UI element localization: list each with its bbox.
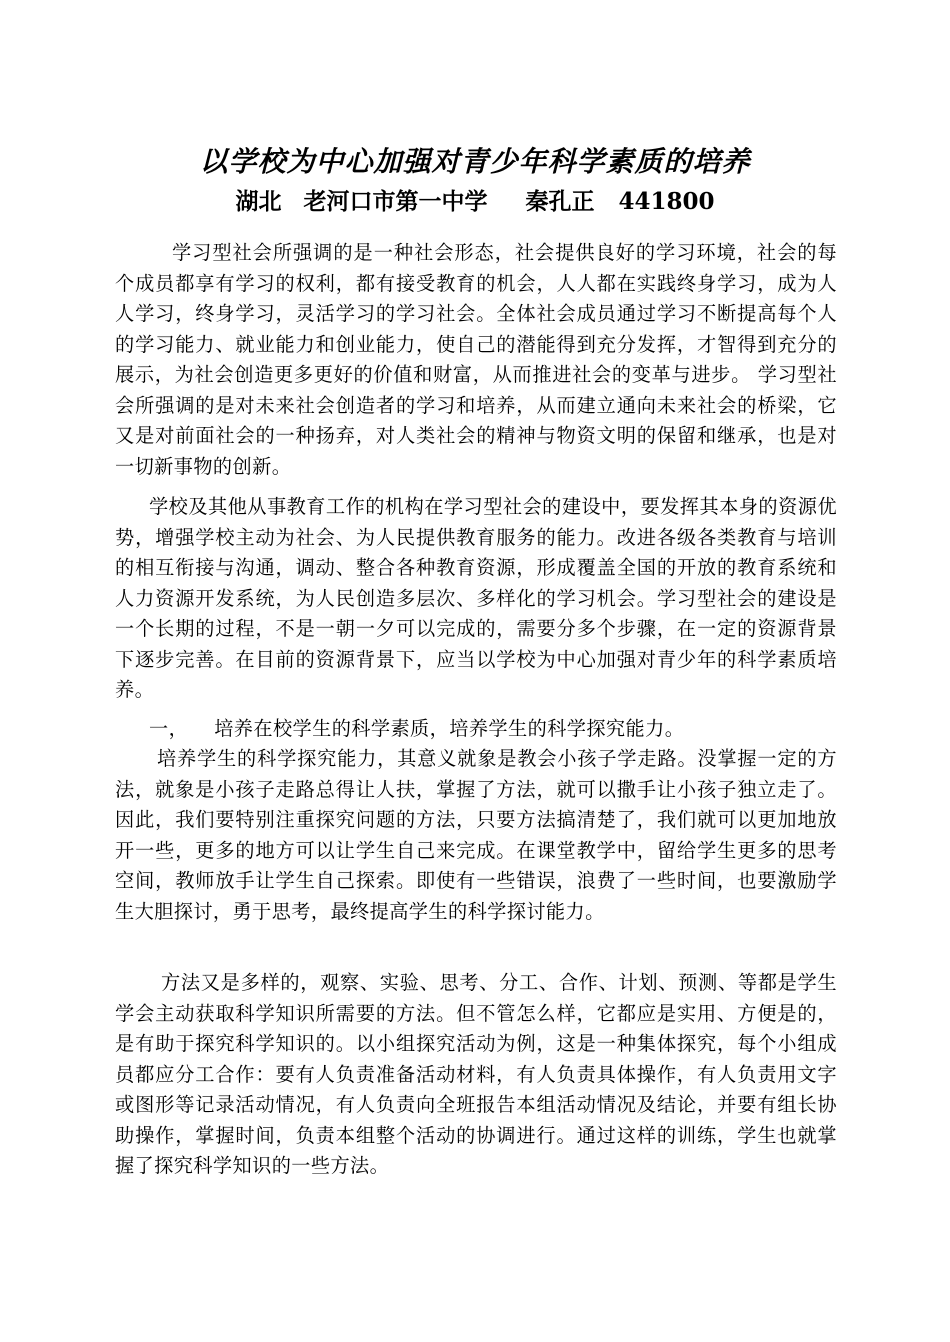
paragraph-4 [115,968,837,1182]
section-number: 一， [149,717,189,740]
paragraph-text: 学校及其他从事教育工作的机构在学习型社会的建设中，要发挥其本身的资源优势，增强学校主动为社会、为人民提供教育服务的能力。改进各级各类教育与培训的相互衔接与沟通，调动、整合各种教育资源，形成覆盖全国的开放的教育系统和人力资源开发系统，为人民创造多层次、多样化的学习机会。学习型社会的建设是一个长期的过程，不是一朝一夕可以完成的，需要分多个步骤，在一定的资源背景下逐步完善。在目前的资源背景下，应当以学校为中心加强对青少年的科学素质培养。 [115,495,837,701]
paragraph-text: 学习型社会所强调的是一种社会形态，社会提供良好的学习环境，社会的每个成员都享有学习的权利，都有接受教育的机会，人人都在实践终身学习，成为人人学习，终身学习，灵活学习的学习社会。全体社会成员通过学习不断提高每个人的学习能力、就业能力和创业能力，使自己的潜能得到充分发挥，才智得到充分的展示，为社会创造更多更好的价值和财富，从而推进社会的变革与进步。 学习型社会所强调的是对未来社会创造者的学习和培养，从而建立通向未来社会的桥梁，它又是对前面社会的一种扬弃，对人类社会的精神与物资文明的保留和继承，也是对一切新事物的创新。 [115,241,837,478]
paragraph-3 [115,744,837,927]
paragraph-1 [115,238,837,482]
author-byline [0,186,950,218]
section-1-heading [115,714,837,745]
byline-postcode: 441800 [618,188,715,215]
byline-school: 老河口市第一中学 [303,188,488,215]
byline-province: 湖北 [235,188,282,215]
document-title: 以学校为中心加强对青少年科学素质的培养 [199,145,751,178]
paragraph-text: 培养学生的科学探究能力，其意义就象是教会小孩子学走路。没掌握一定的方法，就象是小孩子走路总得让人扶，掌握了方法，就可以撒手让小孩子独立走了。因此，我们要特别注重探究问题的方法，只要方法搞清楚了，我们就可以更加地放开一些，更多的地方可以让学生自己来完成。在课堂教学中，留给学生更多的思考空间，教师放手让学生自己探索。即使有一些错误，浪费了一些时间，也要激励学生大胆探讨，勇于思考，最终提高学生的科学探讨能力。 [115,747,837,923]
paragraph-2 [115,492,837,706]
paragraph-text: 方法又是多样的，观察、实验、思考、分工、合作、计划、预测、等都是学生学会主动获取科学知识所需要的方法。但不管怎么样，它都应是实用、方便是的，是有助于探究科学知识的。以小组探究活动为例，这是一种集体探究，每个小组成员都应分工合作：要有人负责准备活动材料，有人负责具体操作，有人负责用文字或图形等记录活动情况，有人负责向全班报告本组活动情况及结论，并要有组长协助操作，掌握时间，负责本组整个活动的协调进行。通过这样的训练，学生也就掌握了探究科学知识的一些方法。 [115,971,837,1177]
section-heading-text: 培养在校学生的科学素质，培养学生的科学探究能力。 [214,717,685,740]
byline-author: 秦孔正 [525,188,595,215]
